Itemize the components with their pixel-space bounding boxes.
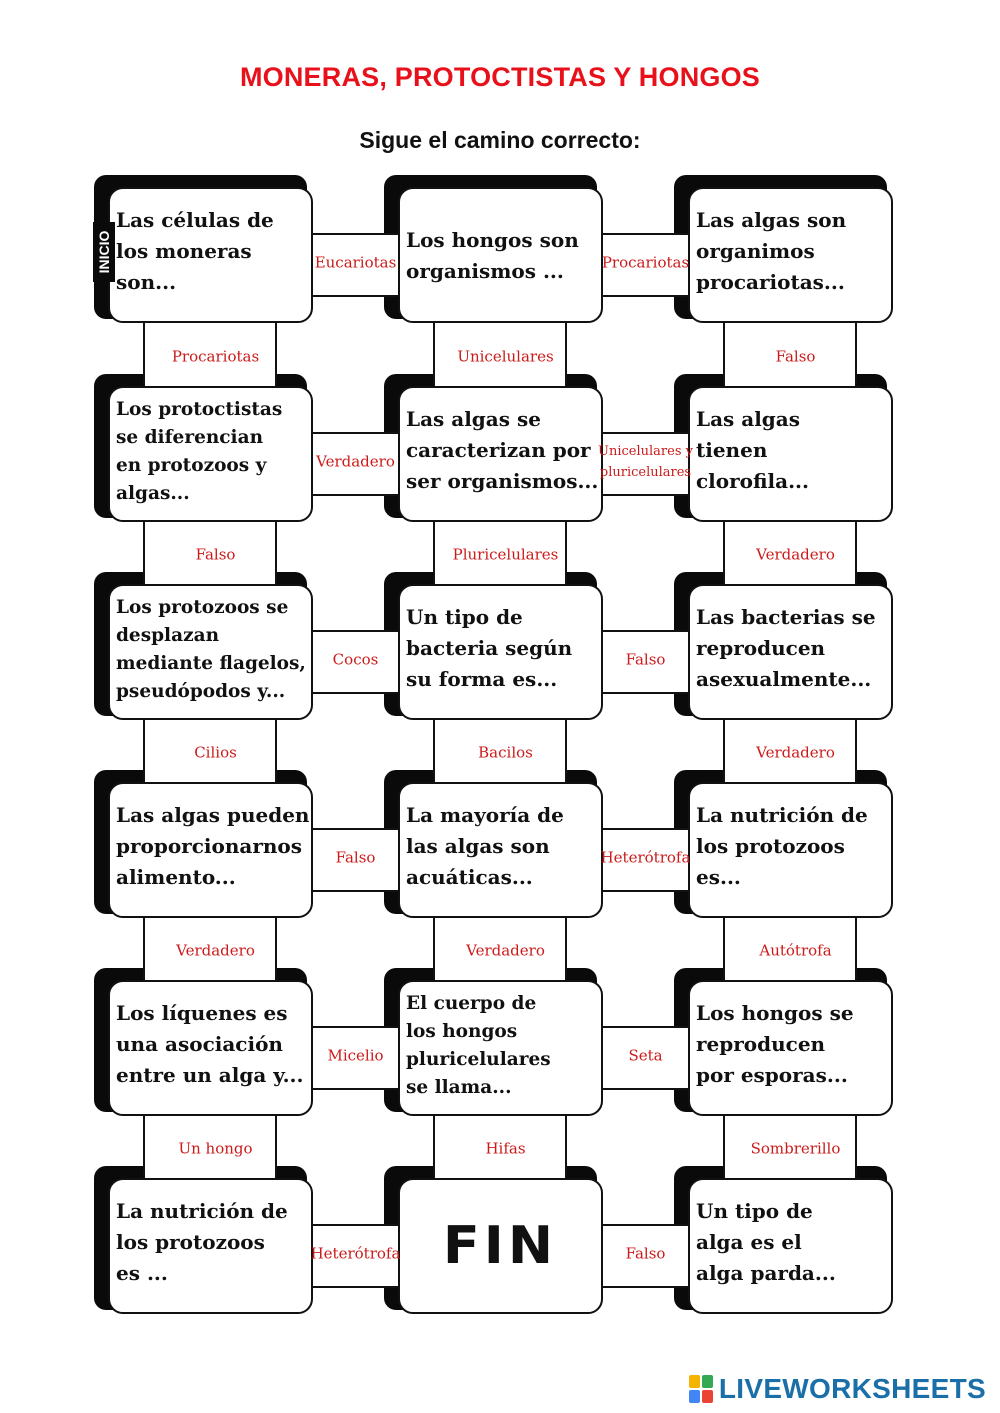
tile-question: Los protoctistas se diferencian en protozoos y algas... — [116, 399, 283, 504]
tile-question: Las bacterias se reproducen asexualmente... — [696, 605, 876, 691]
answer-option[interactable]: Heterótrofa — [310, 1244, 401, 1263]
answer-option[interactable]: Verdadero — [316, 452, 395, 471]
tile-question: Los líquenes es una asociación entre un alga y... — [116, 1001, 304, 1087]
start-marker: INICIO — [93, 222, 115, 282]
answer-option[interactable]: Un hongo — [178, 1139, 253, 1158]
answer-option[interactable]: Falso — [335, 848, 376, 867]
answer-option[interactable]: Unicelulares y pluricelulares — [598, 444, 693, 480]
answer-option[interactable]: Seta — [628, 1046, 663, 1065]
answer-option[interactable]: Falso — [195, 545, 236, 564]
answer-option[interactable]: Falso — [775, 347, 816, 365]
tile-question: Los protozoos se desplazan mediante flagelos, pseudópodos y... — [116, 597, 306, 702]
tile-question: Las algas son organimos procariotas... — [696, 208, 847, 294]
answer-option[interactable]: Cilios — [194, 743, 237, 762]
answer-option[interactable]: Hifas — [485, 1139, 526, 1158]
answer-option[interactable]: Verdadero — [176, 941, 255, 960]
brand-name: LIVEWORKSHEETS — [718, 1373, 986, 1404]
tile-question: El cuerpo de los hongos pluricelulares se llama... — [406, 993, 551, 1098]
answer-option[interactable]: Heterótrofa — [600, 848, 691, 867]
answer-option[interactable]: Verdadero — [756, 743, 835, 762]
answer-option[interactable]: Autótrofa — [759, 941, 832, 960]
tile-question: La nutrición de los protozoos es... — [696, 803, 868, 889]
answer-option[interactable]: Eucariotas — [314, 253, 397, 272]
finish-label: FIN — [442, 1215, 558, 1276]
page-title: MONERAS, PROTOCTISTAS Y HONGOS — [239, 62, 761, 92]
tile-question: Las células de los moneras son... — [116, 208, 274, 294]
tile-question: Las algas se caracterizan por ser organismos... — [406, 407, 599, 493]
tile-question: Las algas tienen clorofila... — [696, 407, 809, 493]
answer-option[interactable]: Procariotas — [601, 253, 690, 272]
tile-question: Un tipo de bacteria según su forma es... — [406, 605, 573, 691]
answer-option[interactable]: Verdadero — [466, 941, 545, 960]
answer-option[interactable]: Sombrerillo — [750, 1139, 841, 1158]
answer-option[interactable]: Verdadero — [756, 545, 835, 564]
answer-option[interactable]: Bacilos — [478, 743, 533, 762]
answer-option[interactable]: Falso — [625, 1244, 666, 1263]
answer-option[interactable]: Cocos — [332, 650, 379, 669]
tile-question: La mayoría de las algas son acuáticas... — [406, 803, 564, 889]
tile-question: Los hongos son organismos ... — [406, 228, 579, 283]
instructions: Sigue el camino correcto: — [359, 127, 641, 153]
answer-option[interactable]: Procariotas — [171, 347, 260, 365]
brand-mark-icon — [689, 1375, 713, 1403]
answer-option[interactable]: Micelio — [327, 1046, 384, 1065]
answer-option[interactable]: Falso — [625, 650, 666, 669]
brand-logo — [689, 1371, 986, 1407]
tile-question: Las algas pueden proporcionarnos alimento... — [116, 803, 310, 889]
answer-option[interactable]: Unicelulares — [457, 347, 554, 365]
tile-question: Un tipo de alga es el alga parda... — [696, 1199, 836, 1285]
answer-option[interactable]: Pluricelulares — [452, 545, 559, 564]
tile-question: Los hongos se reproducen por esporas... — [696, 1001, 854, 1087]
tile-question: La nutrición de los protozoos es ... — [116, 1199, 288, 1285]
